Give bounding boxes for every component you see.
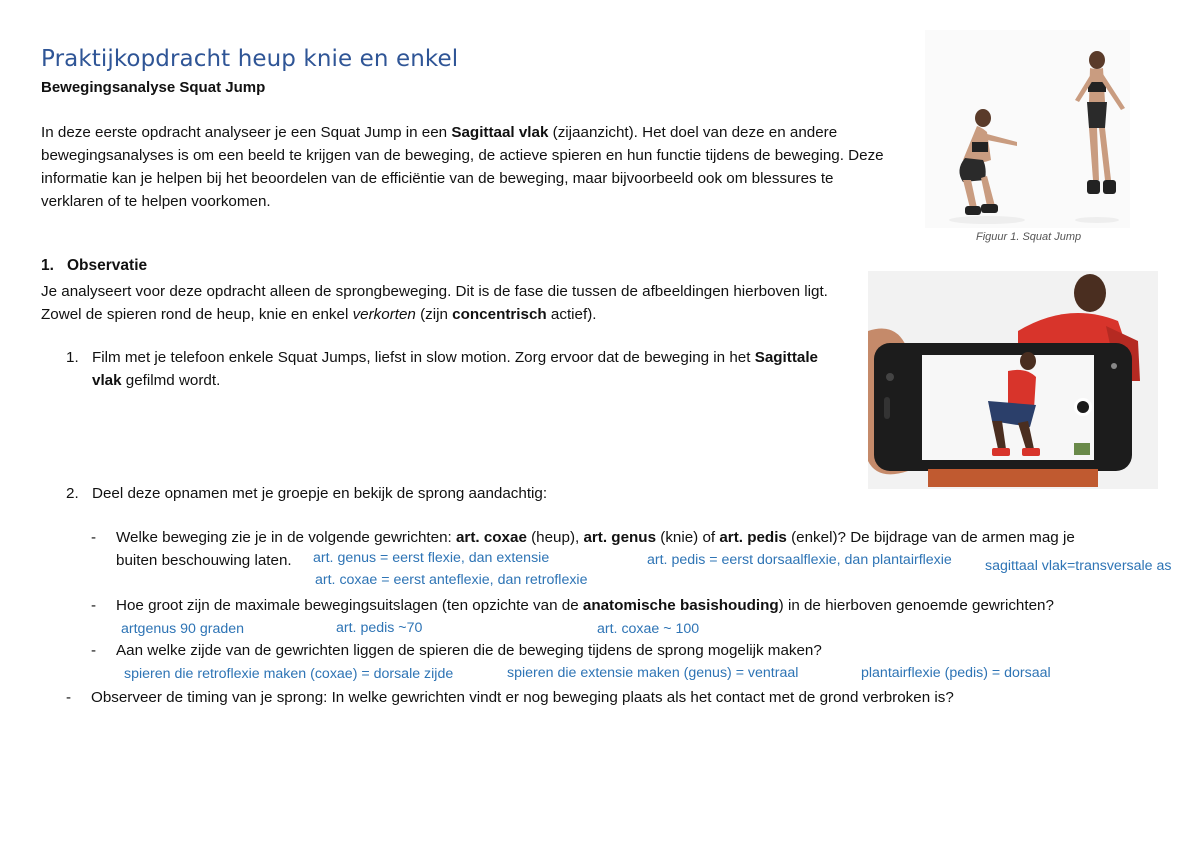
question-2: - Hoe groot zijn de maximale bewegingsuitslagen (ten opzichte van de anatomische basishouding) in de hierboven genoemde gewrichten? xyxy=(91,597,1054,614)
phone-recording-photo xyxy=(868,271,1158,489)
answer-genus-motion: art. genus = eerst flexie, dan extensie xyxy=(313,550,550,566)
document-subtitle: Bewegingsanalyse Squat Jump xyxy=(41,79,266,96)
squat-jump-figure xyxy=(925,30,1130,228)
answer-genus-range: artgenus 90 graden xyxy=(121,621,245,637)
answer-side-coxae: spieren die retroflexie maken (coxae) = dorsale zijde xyxy=(124,666,454,682)
answer-side-pedis: plantairflexie (pedis) = dorsaal xyxy=(861,665,1051,681)
figure-caption: Figuur 1. Squat Jump xyxy=(976,231,1082,243)
concentrisch-term: concentrisch xyxy=(452,306,547,323)
answer-side-genus: spieren die extensie maken (genus) = ventraal xyxy=(507,665,799,681)
answer-sagittal-note: sagittaal vlak=transversale as xyxy=(985,558,1172,574)
answer-pedis-motion: art. pedis = eerst dorsaalflexie, dan plantairflexie xyxy=(647,552,952,568)
question-3: - Aan welke zijde van de gewrichten liggen de spieren die de beweging tijdens de sprong mogelijk maken? xyxy=(91,642,822,659)
document-title: Praktijkopdracht heup knie en enkel xyxy=(41,46,459,72)
list-item-1: 1. Film met je telefoon enkele Squat Jumps, liefst in slow motion. Zorg ervoor dat de beweging in het Sagittale vlak gefilmd wordt. xyxy=(66,349,818,389)
section-heading-observatie: 1. Observatie xyxy=(41,257,148,274)
answer-coxae-range: art. coxae ~ 100 xyxy=(597,621,700,637)
sagittaal-vlak-term: Sagittaal vlak xyxy=(451,124,549,141)
answer-coxae-motion: art. coxae = eerst anteflexie, dan retroflexie xyxy=(315,572,588,588)
answer-pedis-range: art. pedis ~70 xyxy=(336,620,423,636)
intro-paragraph: In deze eerste opdracht analyseer je een Squat Jump in een Sagittaal vlak (zijaanzicht). Het doel van deze en andere bewegingsanalyses is om een beeld te krijgen van de beweging, de actieve spieren en hun functie tijdens de beweging. Deze informatie kan je helpen bij het beoordelen van de efficiëntie van de beweging, maar bijvoorbeeld ook om blessures te verklaren of te helpen voorkomen. xyxy=(41,124,884,210)
observation-paragraph: Je analyseert voor deze opdracht alleen de sprongbeweging. Dit is de fase die tussen de afbeeldingen hierboven ligt. Zowel de spieren rond de heup, knie en enkel verkorten (zijn concentrisch actief). xyxy=(41,283,828,323)
question-4: - Observeer de timing van je sprong: In welke gewrichten vindt er nog beweging plaats als het contact met de grond verbroken is? xyxy=(66,689,954,706)
question-1: - Welke beweging zie je in de volgende gewrichten: art. coxae (heup), art. genus (knie) of art. pedis (enkel)? De bijdrage van de armen mag je buiten beschouwing laten. xyxy=(91,529,1075,569)
list-item-2: 2. Deel deze opnamen met je groepje en bekijk de sprong aandachtig: xyxy=(66,485,548,502)
